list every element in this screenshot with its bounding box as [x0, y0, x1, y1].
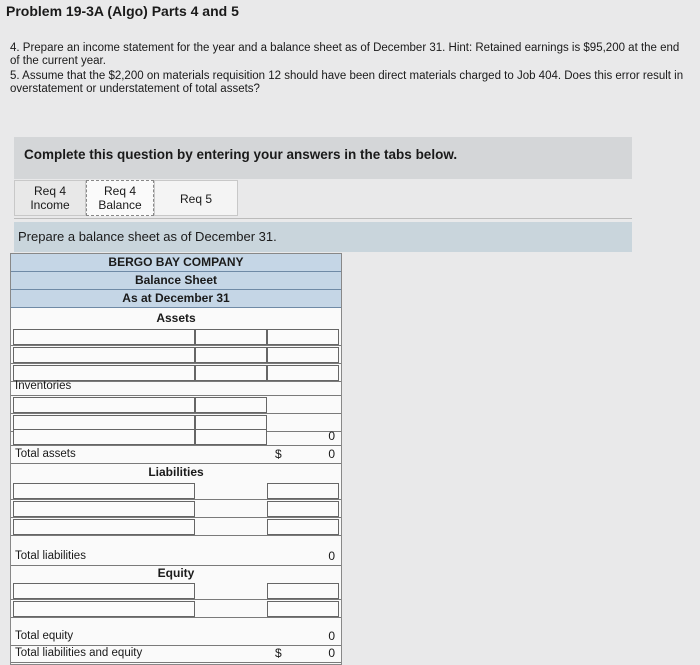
asset-label-input[interactable] [13, 329, 195, 345]
tab-label-line2: Income [30, 198, 70, 212]
balance-sheet [10, 253, 342, 665]
total-assets-label: Total assets [15, 448, 76, 460]
equity-amount-input[interactable] [267, 601, 339, 617]
equity-label-input[interactable] [13, 601, 195, 617]
liability-label-input[interactable] [13, 501, 195, 517]
total-assets-row [11, 446, 341, 464]
prompt-text: Prepare a balance sheet as of December 31. [18, 229, 277, 244]
equity-row [11, 582, 341, 600]
statement-date: As at December 31 [11, 290, 341, 308]
tab-req5[interactable] [154, 180, 238, 216]
liability-row [11, 518, 341, 536]
liability-label-input[interactable] [13, 483, 195, 499]
liability-label-input[interactable] [13, 519, 195, 535]
inventory-row [11, 428, 341, 446]
total-liabilities-row [11, 548, 341, 566]
assets-heading: Assets [156, 311, 196, 325]
total-liabilities-label: Total liabilities [15, 550, 86, 562]
inventories-label: Inventories [15, 380, 72, 392]
instruction-4: 4. Prepare an income statement for the year and a balance sheet as of December 31. Hint: Retained earnings is $95,200 at the end of the current year. [10, 42, 680, 67]
instruction-banner [14, 137, 632, 179]
total-equity-row [11, 628, 341, 646]
company-name: BERGO BAY COMPANY [11, 254, 341, 272]
question-prompt [14, 222, 632, 252]
total-assets-currency: $ [275, 447, 282, 461]
liability-row [11, 482, 341, 500]
total-liabilities-equity-label: Total liabilities and equity [15, 647, 143, 659]
liability-amount-input[interactable] [267, 519, 339, 535]
problem-title: Problem 19-3A (Algo) Parts 4 and 5 [6, 3, 239, 19]
total-assets-value: 0 [328, 447, 335, 461]
equity-heading: Equity [157, 566, 195, 580]
inventory-total-value: 0 [328, 429, 335, 443]
inventory-label-input[interactable] [13, 397, 195, 413]
equity-row [11, 600, 341, 618]
total-liabilities-equity-currency: $ [275, 646, 282, 660]
asset-label-input[interactable] [13, 347, 195, 363]
total-liabilities-equity-value: 0 [328, 646, 335, 660]
inventory-amount-input[interactable] [195, 397, 267, 413]
asset-amount-input[interactable] [195, 347, 267, 363]
tab-req4-income[interactable] [14, 180, 86, 216]
asset-total-input[interactable] [267, 329, 339, 345]
tab-label-line2: Balance [98, 198, 142, 212]
tab-label-line1: Req 5 [179, 192, 213, 206]
liabilities-heading: Liabilities [148, 465, 204, 479]
tab-req4-balance[interactable] [86, 180, 154, 216]
asset-amount-input[interactable] [195, 329, 267, 345]
liability-row [11, 500, 341, 518]
liability-amount-input[interactable] [267, 483, 339, 499]
tab-divider [14, 218, 632, 219]
inventory-label-input[interactable] [13, 429, 195, 445]
equity-label-input[interactable] [13, 583, 195, 599]
banner-text: Complete this question by entering your answers in the tabs below. [24, 147, 458, 162]
total-equity-label: Total equity [15, 630, 74, 642]
liability-amount-input[interactable] [267, 501, 339, 517]
total-equity-value: 0 [328, 629, 335, 643]
asset-row [11, 328, 341, 346]
tab-label-line1: Req 4 [33, 184, 67, 198]
equity-amount-input[interactable] [267, 583, 339, 599]
asset-row [11, 346, 341, 364]
instruction-5: 5. Assume that the $2,200 on materials requisition 12 should have been direct materials charged to Job 404. Does this error result in overstatement or understatement of total assets? [10, 70, 684, 95]
inventory-row [11, 396, 341, 414]
tab-label-line1: Req 4 [103, 184, 137, 198]
total-liabilities-value: 0 [328, 549, 335, 563]
inventories-row [11, 378, 341, 396]
total-liabilities-equity-row [11, 645, 341, 663]
asset-total-input[interactable] [267, 347, 339, 363]
statement-name: Balance Sheet [11, 272, 341, 290]
inventory-amount-input[interactable] [195, 429, 267, 445]
